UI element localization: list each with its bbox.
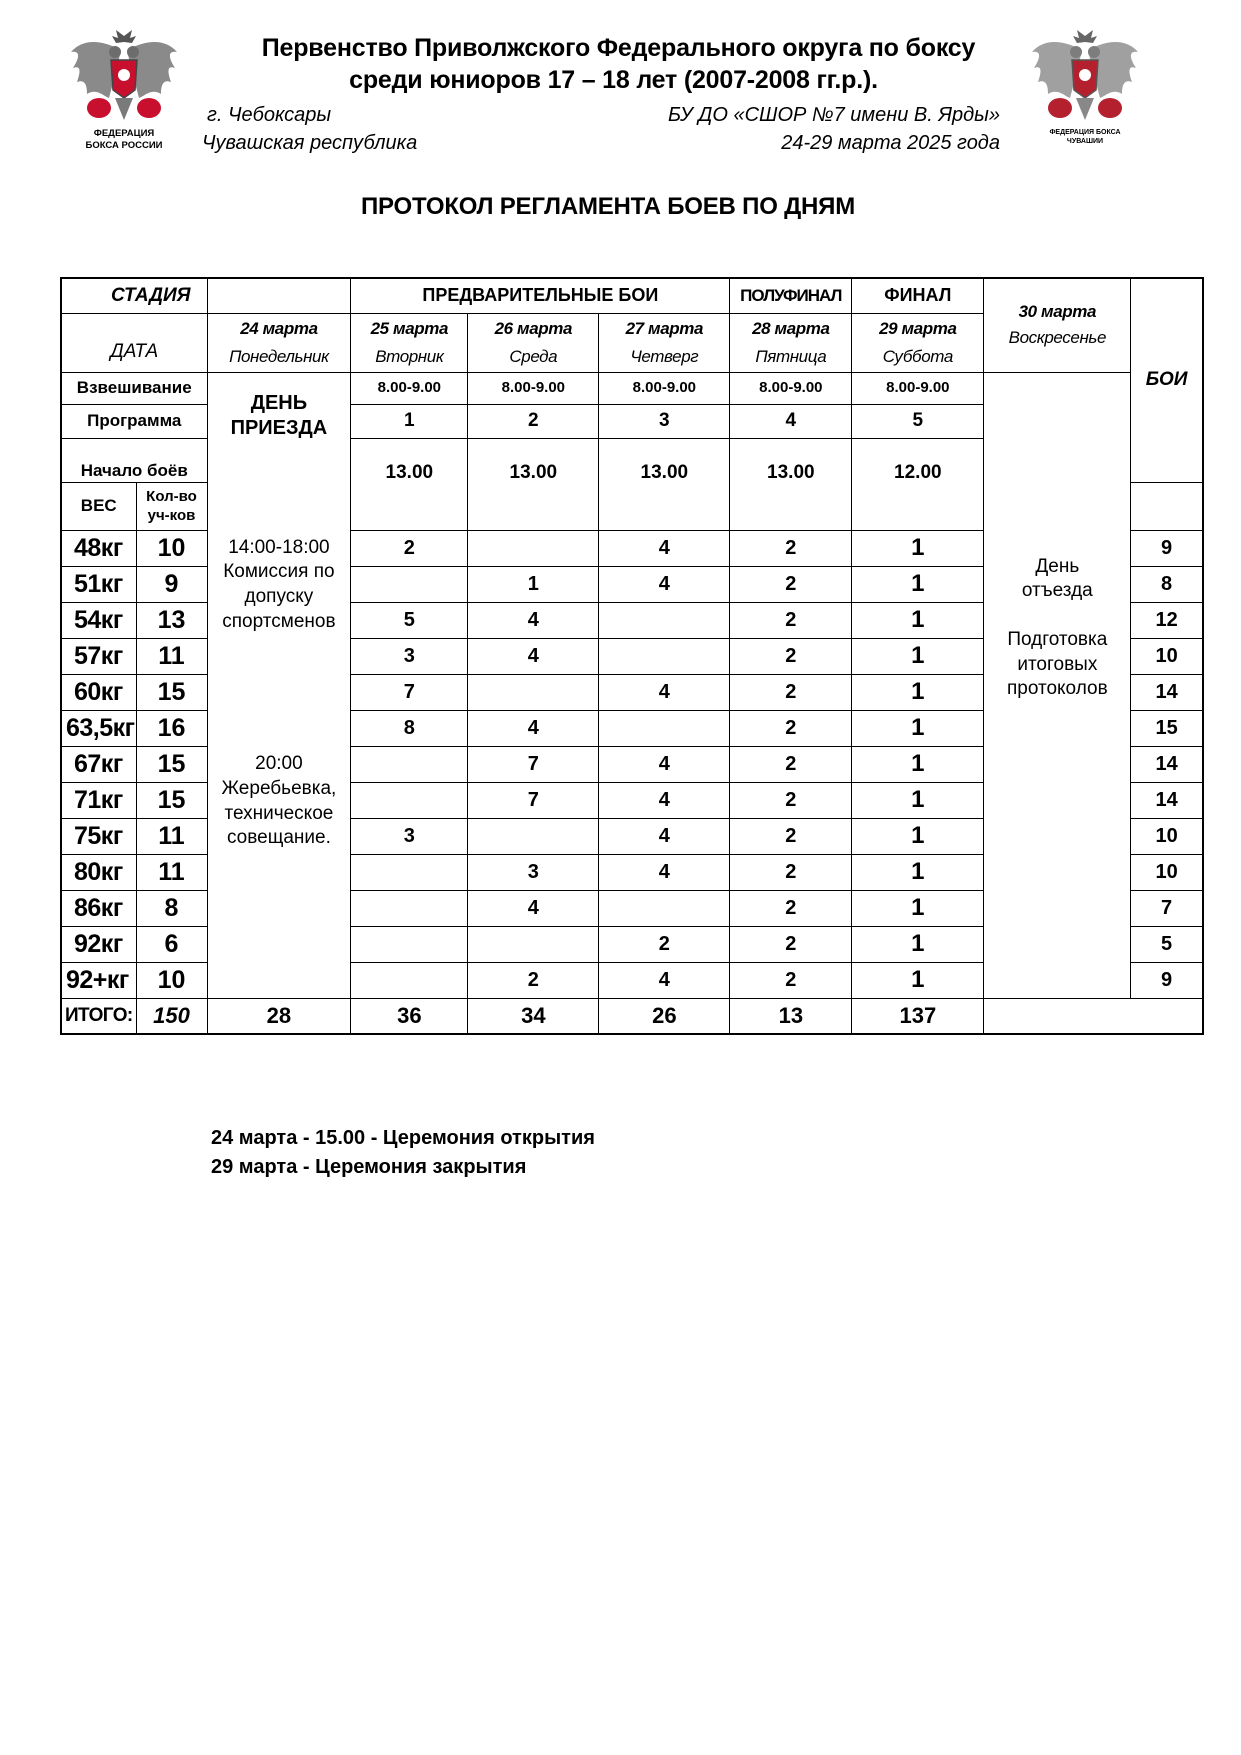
- bouts-day3: [599, 638, 730, 674]
- participants-count: 11: [136, 854, 207, 890]
- weigh-in-row: [61, 372, 1203, 404]
- bouts-total: 7: [1131, 890, 1203, 926]
- schedule-table: [60, 277, 1204, 1035]
- weight-class: 86кг: [61, 890, 136, 926]
- bouts-day3: 4: [599, 674, 730, 710]
- day4-weekday: Пятница: [755, 346, 827, 366]
- bouts-day4: 2: [730, 674, 852, 710]
- bouts-day2: 4: [468, 710, 599, 746]
- departure-day-weekday: Воскресенье: [1008, 328, 1106, 348]
- start-day4: 13.00: [730, 438, 852, 530]
- bouts-day5: 1: [852, 782, 984, 818]
- day1-weekday: Вторник: [375, 346, 444, 366]
- stage-semifinal: ПОЛУФИНАЛ: [730, 278, 852, 313]
- bouts-day3: 2: [599, 926, 730, 962]
- bouts-total: 12: [1131, 602, 1203, 638]
- final-protocols-text: Подготовка итоговых протоколов: [1006, 628, 1108, 700]
- departure-day-header: [984, 278, 1131, 372]
- bouts-day1: [351, 746, 468, 782]
- logo-right-caption-line1: ФЕДЕРАЦИЯ БОКСА: [1049, 129, 1121, 136]
- bouts-day1: 5: [351, 602, 468, 638]
- participants-count: 10: [136, 962, 207, 998]
- bouts-day5: 1: [852, 962, 984, 998]
- bouts-day4: 2: [730, 782, 852, 818]
- weight-class: 71кг: [61, 782, 136, 818]
- weigh-in-day2: 8.00-9.00: [468, 372, 599, 404]
- participants-count: 11: [136, 638, 207, 674]
- logo-right-caption: [1030, 128, 1140, 146]
- totals-day4: 26: [599, 998, 730, 1034]
- commission-time: 14:00-18:00: [228, 536, 330, 558]
- totals-label: ИТОГО:: [61, 998, 136, 1034]
- day5-header: [852, 313, 984, 372]
- arrival-day-weekday: Понедельник: [229, 346, 329, 366]
- day1-header: [351, 313, 468, 372]
- bouts-total: 8: [1131, 566, 1203, 602]
- bouts-day3: 4: [599, 854, 730, 890]
- bouts-day4: 2: [730, 818, 852, 854]
- weigh-in-day4: 8.00-9.00: [730, 372, 852, 404]
- departure-day-column: [984, 372, 1131, 998]
- bouts-day3: 4: [599, 746, 730, 782]
- bouts-total: 10: [1131, 854, 1203, 890]
- event-dates: 24-29 марта 2025 года: [781, 132, 1000, 154]
- bouts-day1: 2: [351, 530, 468, 566]
- stage-final: ФИНАЛ: [852, 278, 984, 313]
- arrival-day-header: [207, 313, 351, 372]
- weight-class: 57кг: [61, 638, 136, 674]
- totals-day2: 36: [351, 998, 468, 1034]
- weigh-in-day3: 8.00-9.00: [599, 372, 730, 404]
- bouts-day4: 2: [730, 530, 852, 566]
- bouts-total: 14: [1131, 746, 1203, 782]
- start-day5: 12.00: [852, 438, 984, 530]
- participants-count: 15: [136, 782, 207, 818]
- program-day2: 2: [468, 404, 599, 438]
- bouts-day4: 2: [730, 638, 852, 674]
- bouts-day3: [599, 710, 730, 746]
- bouts-day2: [468, 818, 599, 854]
- program-day1: 1: [351, 404, 468, 438]
- bouts-day5: 1: [852, 818, 984, 854]
- event-region: Чувашская республика: [202, 132, 418, 154]
- program-day4: 4: [730, 404, 852, 438]
- stage-label: СТАДИЯ: [61, 278, 207, 313]
- departure-day-date: 30 марта: [1018, 302, 1097, 322]
- start-label: Начало боёв: [61, 438, 207, 482]
- weight-label: ВЕС: [61, 482, 136, 530]
- bouts-total: 15: [1131, 710, 1203, 746]
- totals-bouts: 137: [852, 998, 984, 1034]
- bouts-day5: 1: [852, 710, 984, 746]
- bouts-day5: 1: [852, 566, 984, 602]
- bouts-day2: 7: [468, 782, 599, 818]
- day4-date: 28 марта: [752, 318, 830, 338]
- bouts-total: 14: [1131, 782, 1203, 818]
- totals-day5: 13: [730, 998, 852, 1034]
- bouts-day4: 2: [730, 854, 852, 890]
- start-day1: 13.00: [351, 438, 468, 530]
- program-label: Программа: [61, 404, 207, 438]
- participants-count: 10: [136, 530, 207, 566]
- bouts-day2: [468, 926, 599, 962]
- weigh-in-day5: 8.00-9.00: [852, 372, 984, 404]
- participants-count-label: Кол-во уч-ков: [136, 482, 207, 530]
- bouts-total: 10: [1131, 818, 1203, 854]
- bouts-day5: 1: [852, 890, 984, 926]
- arrival-day-date: 24 марта: [240, 318, 318, 338]
- event-title-line2: среди юниоров 17 – 18 лет (2007-2008 гг.р.).: [349, 66, 878, 94]
- totals-participants: 150: [136, 998, 207, 1034]
- day5-weekday: Суббота: [882, 346, 953, 366]
- event-venue: БУ ДО «СШОР №7 имени В. Ярды»: [668, 104, 1000, 126]
- bouts-total: 5: [1131, 926, 1203, 962]
- weigh-in-label: Взвешивание: [61, 372, 207, 404]
- bouts-day2: 3: [468, 854, 599, 890]
- opening-ceremony-note: 24 марта - 15.00 - Церемония открытия: [211, 1127, 595, 1149]
- departure-text: День отъезда: [1021, 555, 1093, 602]
- bouts-day4: 2: [730, 890, 852, 926]
- bouts-day5: 1: [852, 530, 984, 566]
- stage-empty-cell: [207, 278, 351, 313]
- participants-count: 13: [136, 602, 207, 638]
- bouts-day5: 1: [852, 638, 984, 674]
- weight-class: 54кг: [61, 602, 136, 638]
- bouts-day1: [351, 782, 468, 818]
- bouts-total: 9: [1131, 530, 1203, 566]
- participants-count: 6: [136, 926, 207, 962]
- draw-text: Жеребьевка, техническое совещание.: [221, 777, 337, 849]
- day2-date: 26 марта: [494, 318, 573, 338]
- participants-count: 11: [136, 818, 207, 854]
- bouts-day4: 2: [730, 962, 852, 998]
- day4-header: [730, 313, 852, 372]
- event-city: г. Чебоксары: [207, 104, 332, 126]
- day5-date: 29 марта: [879, 318, 957, 338]
- bouts-day1: 3: [351, 818, 468, 854]
- bouts-day4: 2: [730, 566, 852, 602]
- program-day3: 3: [599, 404, 730, 438]
- start-day3: 13.00: [599, 438, 730, 530]
- weight-class: 80кг: [61, 854, 136, 890]
- totals-day3: 34: [468, 998, 599, 1034]
- bouts-label: БОИ: [1131, 278, 1203, 482]
- bouts-day2: 4: [468, 602, 599, 638]
- weight-class: 60кг: [61, 674, 136, 710]
- bouts-day4: 2: [730, 602, 852, 638]
- bouts-day2: 4: [468, 890, 599, 926]
- bouts-day1: [351, 566, 468, 602]
- event-title-line1: Первенство Приволжского Федерального округа по боксу: [261, 34, 976, 62]
- date-label: ДАТА: [61, 313, 207, 372]
- closing-ceremony-note: 29 марта - Церемония закрытия: [211, 1156, 527, 1178]
- logo-left-caption: [69, 128, 179, 152]
- day1-date: 25 марта: [370, 318, 449, 338]
- bouts-day3: 4: [599, 782, 730, 818]
- bouts-day1: [351, 890, 468, 926]
- day2-weekday: Среда: [509, 346, 558, 366]
- participants-count: 8: [136, 890, 207, 926]
- commission-text: Комиссия по допуску спортсменов: [222, 561, 336, 632]
- participants-count: 16: [136, 710, 207, 746]
- bouts-day3: 4: [599, 566, 730, 602]
- draw-time: 20:00: [255, 753, 303, 775]
- bouts-day4: 2: [730, 746, 852, 782]
- weight-class: 67кг: [61, 746, 136, 782]
- bouts-day1: 8: [351, 710, 468, 746]
- program-day5: 5: [852, 404, 984, 438]
- participants-count: 15: [136, 746, 207, 782]
- bouts-day4: 2: [730, 710, 852, 746]
- weight-class: 63,5кг: [61, 710, 136, 746]
- bouts-day1: 7: [351, 674, 468, 710]
- schedule-table-wrap: [60, 277, 1204, 1035]
- bouts-day5: 1: [852, 602, 984, 638]
- bouts-total: 14: [1131, 674, 1203, 710]
- bouts-day2: [468, 530, 599, 566]
- bouts-day3: [599, 890, 730, 926]
- bouts-day2: 2: [468, 962, 599, 998]
- day3-header: [599, 313, 730, 372]
- arrival-day-column: [207, 372, 351, 998]
- weight-class: 48кг: [61, 530, 136, 566]
- weight-class: 51кг: [61, 566, 136, 602]
- logo-right-caption-line2: ЧУВАШИИ: [1066, 138, 1104, 145]
- bouts-day3: [599, 602, 730, 638]
- weight-class: 92кг: [61, 926, 136, 962]
- bouts-day3: 4: [599, 962, 730, 998]
- bouts-day1: [351, 926, 468, 962]
- bouts-day2: 4: [468, 638, 599, 674]
- bouts-day1: 3: [351, 638, 468, 674]
- bouts-day2: 1: [468, 566, 599, 602]
- bouts-day5: 1: [852, 926, 984, 962]
- logo-left-caption-line2: БОКСА РОССИИ: [85, 140, 163, 151]
- bouts-total: 10: [1131, 638, 1203, 674]
- bouts-total: 9: [1131, 962, 1203, 998]
- bouts-day5: 1: [852, 674, 984, 710]
- bouts-day1: [351, 962, 468, 998]
- start-day2: 13.00: [468, 438, 599, 530]
- bouts-day3: 4: [599, 818, 730, 854]
- participants-count: 15: [136, 674, 207, 710]
- document-title: ПРОТОКОЛ РЕГЛАМЕНТА БОЕВ ПО ДНЯМ: [360, 193, 856, 220]
- bouts-day2: 7: [468, 746, 599, 782]
- totals-day1: 28: [207, 998, 351, 1034]
- weight-class: 92+кг: [61, 962, 136, 998]
- weigh-in-day1: 8.00-9.00: [351, 372, 468, 404]
- bouts-day2: [468, 674, 599, 710]
- bouts-day3: 4: [599, 530, 730, 566]
- logo-left-caption-line1: ФЕДЕРАЦИЯ: [93, 128, 155, 139]
- day3-date: 27 марта: [625, 318, 704, 338]
- stage-prelim: ПРЕДВАРИТЕЛЬНЫЕ БОИ: [351, 278, 730, 313]
- bouts-day5: 1: [852, 854, 984, 890]
- day2-header: [468, 313, 599, 372]
- bouts-day1: [351, 854, 468, 890]
- bouts-day4: 2: [730, 926, 852, 962]
- weight-class: 75кг: [61, 818, 136, 854]
- arrival-day-label: ДЕНЬ ПРИЕЗДА: [230, 391, 328, 439]
- bouts-header-empty: [1131, 482, 1203, 530]
- participants-count: 9: [136, 566, 207, 602]
- bouts-day5: 1: [852, 746, 984, 782]
- day3-weekday: Четверг: [630, 346, 699, 366]
- stage-row: [61, 278, 1203, 313]
- totals-row: [61, 998, 1203, 1034]
